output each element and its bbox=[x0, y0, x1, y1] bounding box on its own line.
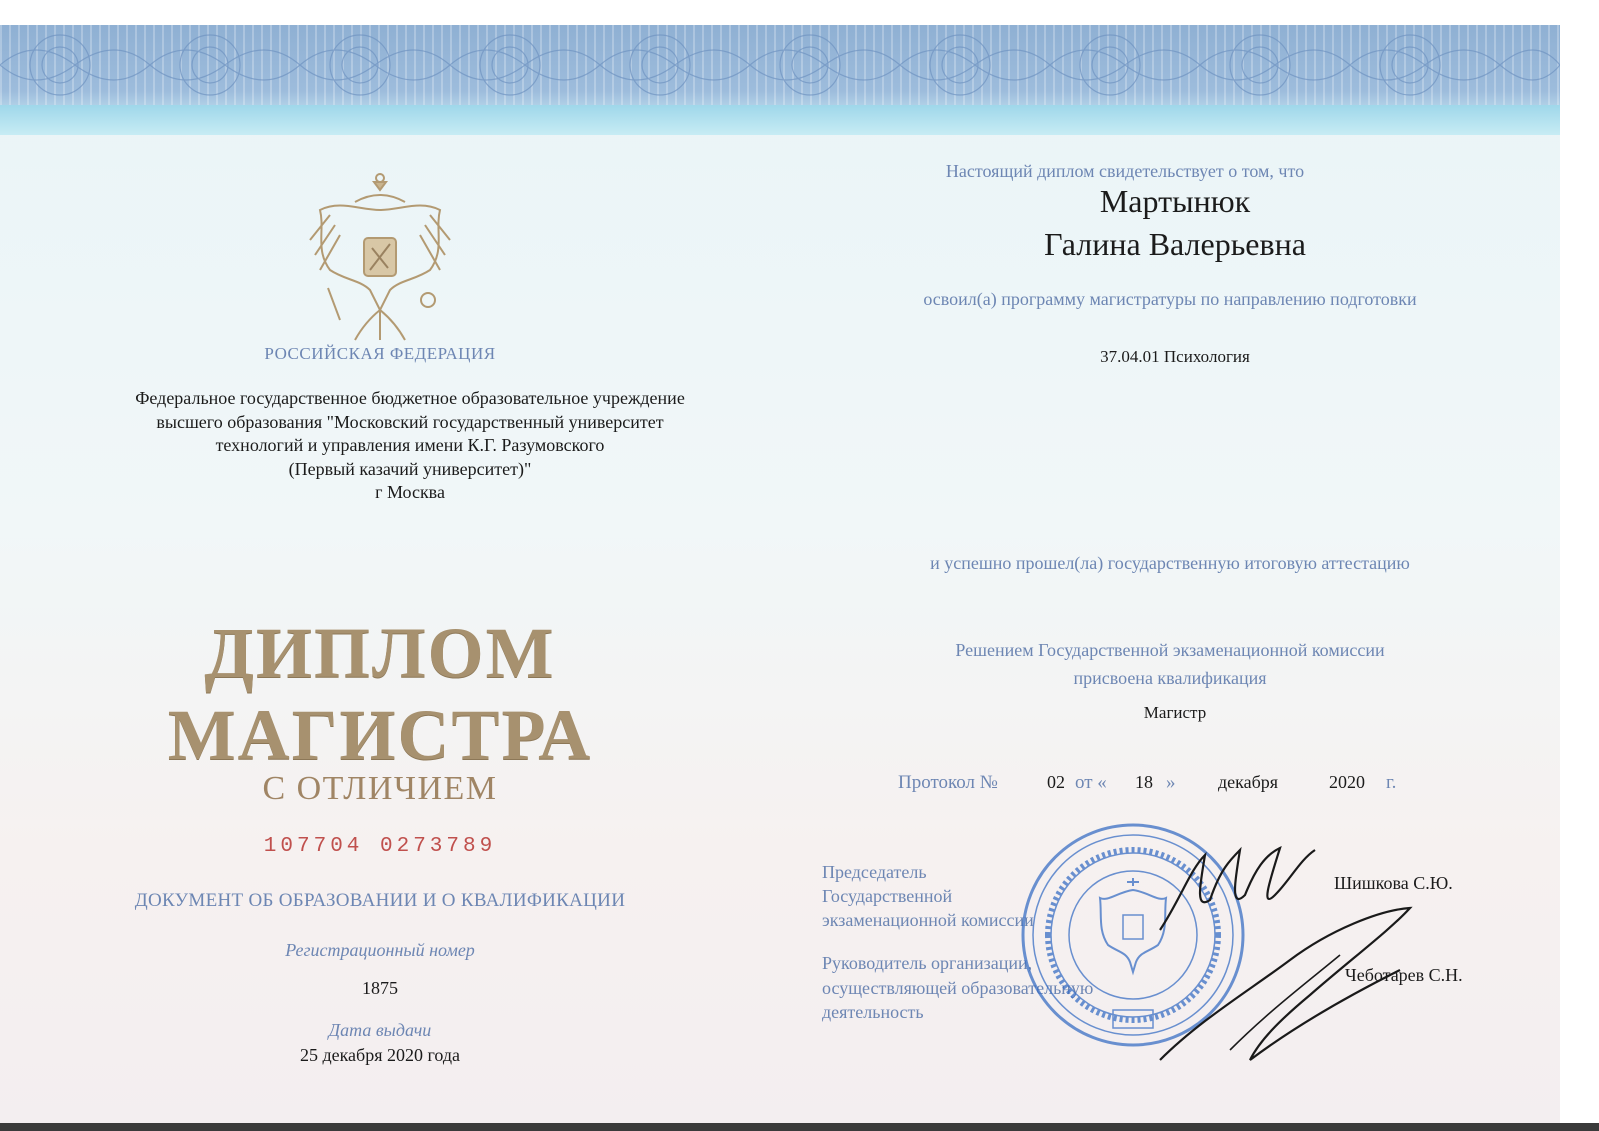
protocol-year: 2020 bbox=[1329, 772, 1365, 792]
protocol-label: Протокол № bbox=[898, 772, 998, 793]
program-name: 37.04.01 Психология bbox=[1100, 347, 1250, 366]
head-title-line: осуществляющей образовательную bbox=[822, 977, 1094, 998]
graduate-given-names: Галина Валерьевна bbox=[1044, 226, 1306, 262]
chair-title-line: Государственной bbox=[822, 886, 953, 906]
diploma-title-line1: ДИПЛОМ bbox=[204, 613, 556, 693]
protocol-day: 18 bbox=[1135, 772, 1153, 792]
coat-of-arms-icon bbox=[300, 170, 460, 345]
diploma-title bbox=[130, 612, 630, 776]
institution-name bbox=[60, 387, 760, 505]
institution-line: (Первый казачий университет)" bbox=[288, 458, 532, 479]
head-signature-icon bbox=[1140, 900, 1430, 1070]
diploma-title-line2: МАГИСТРА bbox=[167, 695, 593, 775]
head-title-line: деятельность bbox=[822, 1002, 924, 1022]
qualification: Магистр bbox=[1143, 703, 1207, 722]
certifies-text: Настоящий диплом свидетельствует о том, что bbox=[945, 161, 1305, 181]
institution-line: высшего образования "Московский государственный университет bbox=[156, 411, 664, 432]
protocol-from-label: от « bbox=[1075, 772, 1107, 793]
country-name: РОССИЙСКАЯ ФЕДЕРАЦИЯ bbox=[264, 344, 496, 363]
institution-line: Федеральное государственное бюджетное образовательное учреждение bbox=[135, 388, 685, 408]
registration-label: Регистрационный номер bbox=[285, 940, 475, 960]
issue-date: 25 декабря 2020 года bbox=[299, 1045, 461, 1065]
decorative-top-band bbox=[0, 25, 1560, 135]
protocol-month: декабря bbox=[1218, 772, 1279, 792]
commission-decision-text bbox=[840, 636, 1500, 692]
scan-bottom-edge bbox=[0, 1123, 1599, 1131]
chair-title-line: Председатель bbox=[822, 862, 927, 882]
decision-line: присвоена квалификация bbox=[1073, 668, 1267, 688]
protocol-year-suffix: г. bbox=[1386, 772, 1397, 793]
protocol-close-quote: » bbox=[1166, 772, 1176, 793]
decision-line: Решением Государственной экзаменационной комиссии bbox=[955, 640, 1385, 660]
program-intro-text: освоил(а) программу магистратуры по направлению подготовки bbox=[923, 289, 1417, 309]
head-title-line: Руководитель организации, bbox=[822, 953, 1033, 973]
institution-line: технологий и управления имени К.Г. Разумовского bbox=[215, 435, 605, 455]
chair-title-line: экзаменационной комиссии bbox=[822, 910, 1034, 930]
registration-number: 1875 bbox=[362, 978, 398, 998]
head-name: Чеботарев С.Н. bbox=[1345, 965, 1463, 985]
document-type: ДОКУМЕНТ ОБ ОБРАЗОВАНИИ И О КВАЛИФИКАЦИИ bbox=[134, 890, 626, 911]
protocol-number: 02 bbox=[1047, 772, 1065, 792]
decorative-band-light bbox=[0, 105, 1560, 135]
honors-label: С ОТЛИЧИЕМ bbox=[262, 770, 498, 807]
institution-city: г Москва bbox=[375, 482, 445, 502]
graduate-surname: Мартынюк bbox=[1099, 183, 1251, 219]
chair-name: Шишкова С.Ю. bbox=[1334, 873, 1453, 893]
issue-date-label: Дата выдачи bbox=[328, 1020, 432, 1040]
medallion-pattern-icon bbox=[0, 25, 1560, 105]
attestation-text: и успешно прошел(ла) государственную итоговую аттестацию bbox=[930, 553, 1410, 573]
page-edge bbox=[1560, 25, 1599, 1131]
serial-number: 107704 0273789 bbox=[263, 835, 497, 858]
